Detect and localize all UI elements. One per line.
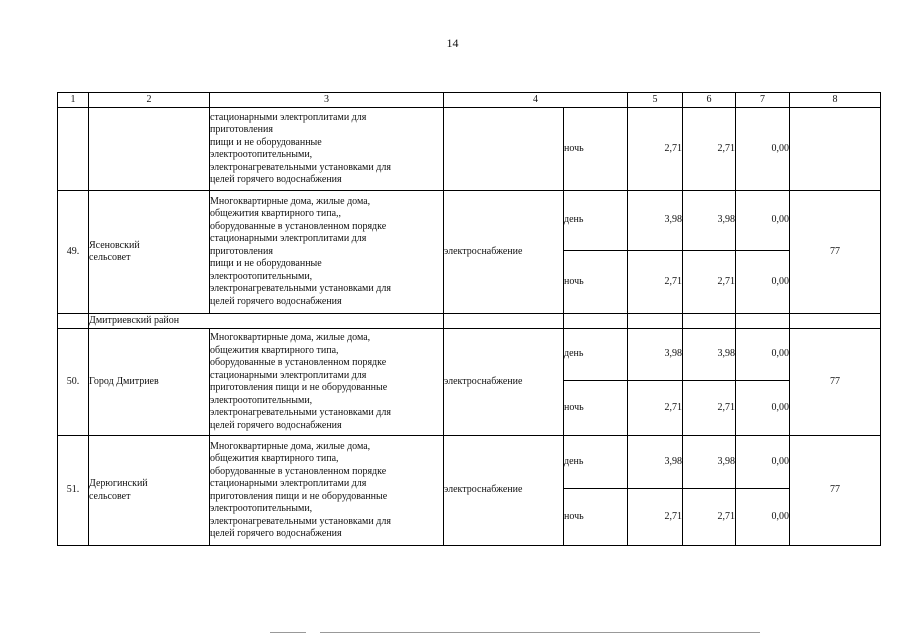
table-row (58, 191, 881, 251)
row-number: 49. (58, 191, 89, 314)
header-cell: 3 (210, 93, 444, 108)
value-col6: 2,71 (683, 381, 736, 436)
value-col5: 3,98 (628, 329, 683, 381)
header-cell: 6 (683, 93, 736, 108)
value-col5: 2,71 (628, 381, 683, 436)
scan-artifact-line (320, 632, 760, 633)
value-col7: 0,00 (736, 489, 790, 546)
value-col5: 3,98 (628, 191, 683, 251)
consumer-description: Многоквартирные дома, жилые дома, общежития квартирного типа, оборудованные в установленном порядке стационарными электроплитами для приготовления пищи и не оборудованные электроотопительными, электронагревательными установками для целей горячего водоснабжения (210, 436, 444, 546)
service-type: электроснабжение (444, 329, 564, 436)
header-cell: 8 (790, 93, 881, 108)
consumer-description: Многоквартирные дома, жилые дома, общежития квартирного типа,, оборудованные в установленном порядке стационарными электроплитами для приготовления пищи и не оборудованные электроотопительными, электронагревательными установками для целей горячего водоснабжения (210, 191, 444, 314)
value-col5: 2,71 (628, 489, 683, 546)
period-label: ночь (564, 251, 628, 314)
scan-artifact-line (270, 632, 306, 633)
service-type: электроснабжение (444, 436, 564, 546)
value-col7: 0,00 (736, 381, 790, 436)
consumer-description: стационарными электроплитами для приготовления пищи и не оборудованные электроотопительными, электронагревательными установками для целей горячего водоснабжения (210, 108, 444, 191)
header-cell: 1 (58, 93, 89, 108)
value-col5: 2,71 (628, 251, 683, 314)
period-label: день (564, 436, 628, 489)
value-col6: 3,98 (683, 191, 736, 251)
district-name: Дмитриевский район (89, 314, 444, 329)
municipality-name: Дерюгинский сельсовет (89, 436, 210, 546)
period-label: день (564, 191, 628, 251)
value-col6: 2,71 (683, 108, 736, 191)
header-cell: 7 (736, 93, 790, 108)
value-col6: 2,71 (683, 489, 736, 546)
municipality-name: Ясеновский сельсовет (89, 191, 210, 314)
value-col6: 2,71 (683, 251, 736, 314)
consumer-description: Многоквартирные дома, жилые дома, общежития квартирного типа, оборудованные в установленном порядке стационарными электроплитами для приготовления пищи и не оборудованные электроотопительными, электронагревательными установками для целей горячего водоснабжения (210, 329, 444, 436)
value-col7: 0,00 (736, 108, 790, 191)
table-row (58, 436, 881, 489)
header-cell: 2 (89, 93, 210, 108)
value-col8: 77 (790, 329, 881, 436)
value-col6: 3,98 (683, 436, 736, 489)
value-col5: 3,98 (628, 436, 683, 489)
row-number: 51. (58, 436, 89, 546)
value-col7: 0,00 (736, 329, 790, 381)
value-col6: 3,98 (683, 329, 736, 381)
value-col7: 0,00 (736, 251, 790, 314)
value-col5: 2,71 (628, 108, 683, 191)
tariff-table (57, 92, 881, 546)
value-col8: 77 (790, 436, 881, 546)
table-row (58, 108, 881, 191)
value-col7: 0,00 (736, 436, 790, 489)
district-row (58, 314, 881, 329)
value-col8: 77 (790, 191, 881, 314)
period-label: день (564, 329, 628, 381)
page-number: 14 (446, 36, 459, 50)
municipality-name: Город Дмитриев (89, 329, 210, 436)
table-row (58, 329, 881, 381)
row-number: 50. (58, 329, 89, 436)
header-cell: 5 (628, 93, 683, 108)
period-label: ночь (564, 108, 628, 191)
period-label: ночь (564, 381, 628, 436)
value-col7: 0,00 (736, 191, 790, 251)
service-type: электроснабжение (444, 191, 564, 314)
header-row (58, 93, 881, 108)
period-label: ночь (564, 489, 628, 546)
header-cell: 4 (444, 93, 628, 108)
